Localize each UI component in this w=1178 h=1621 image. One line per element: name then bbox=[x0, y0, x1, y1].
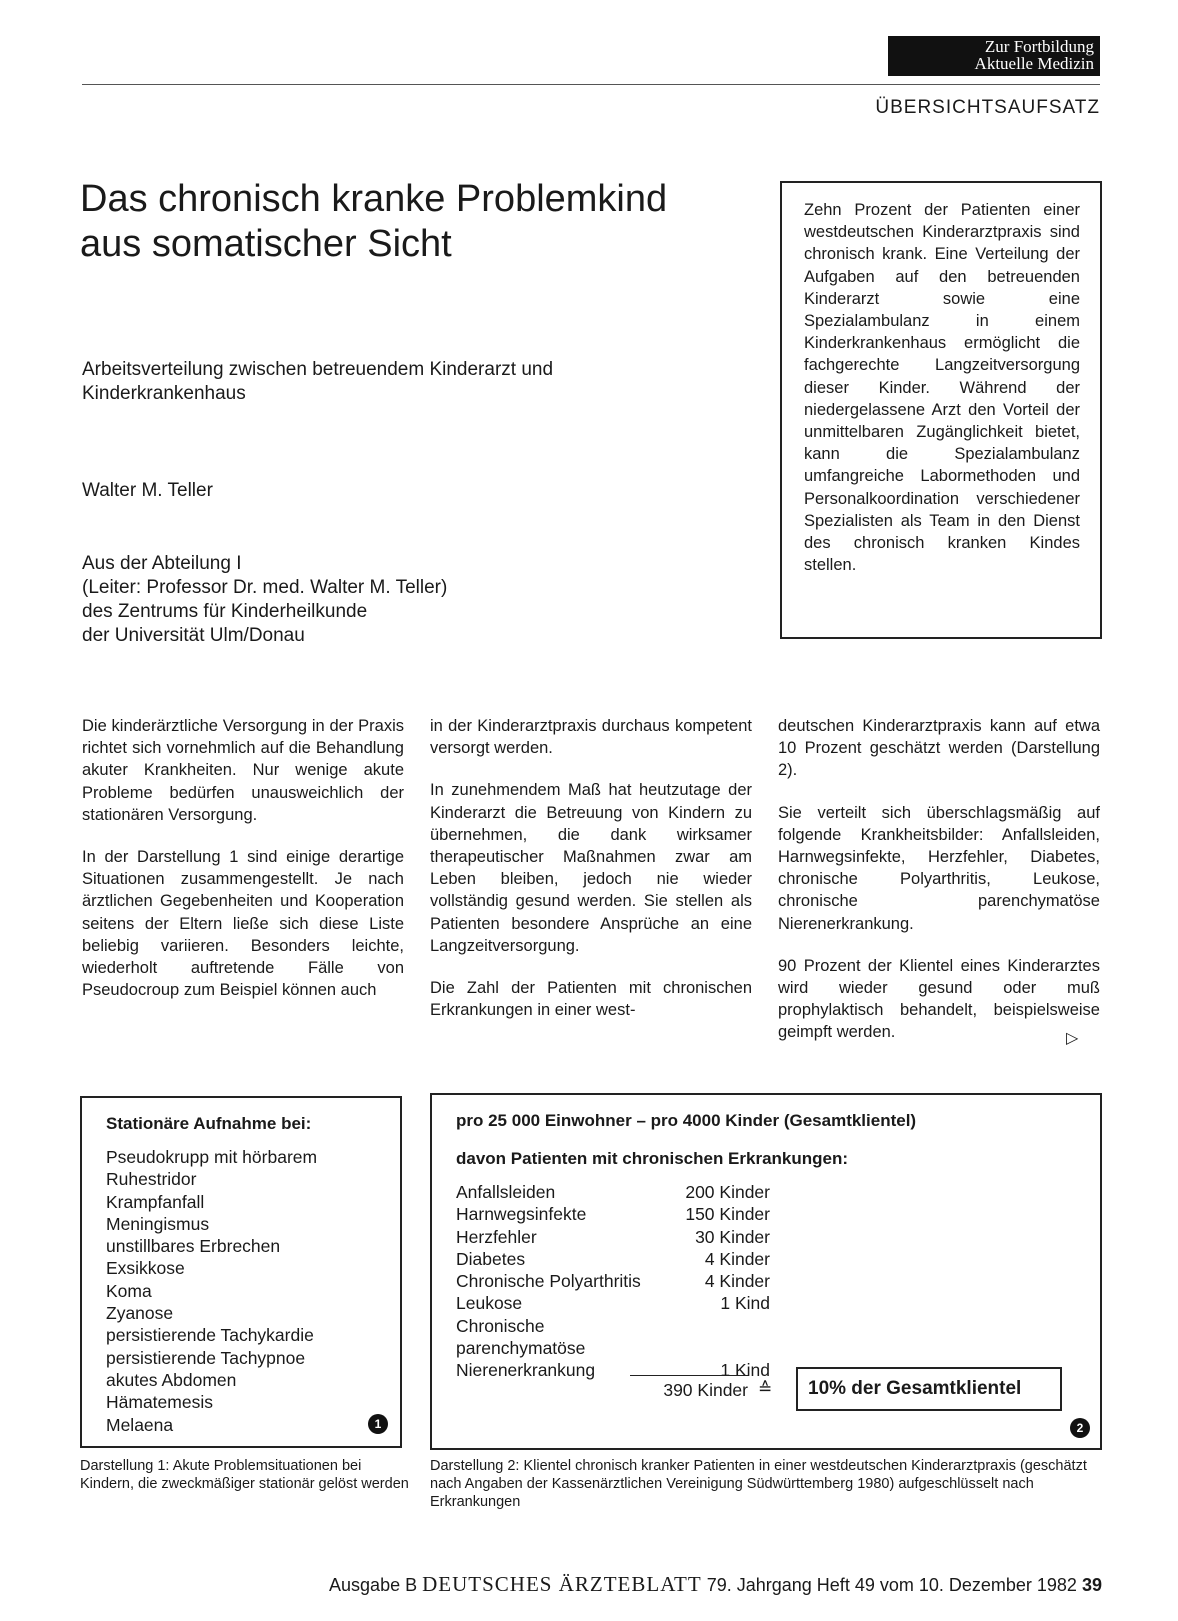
list-item: persistierende Tachykardie bbox=[106, 1325, 314, 1346]
section-badge bbox=[888, 36, 1100, 76]
body-paragraph: Sie verteilt sich überschlagsmäßig auf folgende Krankheitsbilder: Anfallsleiden, Harnwegsinfekte, Herzfehler, Diabetes, chronische Polyarthritis, Leukose, chronische parenchymatöse Nierenerkrankung. bbox=[778, 803, 1100, 933]
list-item: Ruhestridor bbox=[106, 1169, 197, 1190]
article-title: Das chronisch kranke Problemkind aus somatischer Sicht bbox=[80, 178, 668, 265]
corresponds-symbol: ≙ bbox=[758, 1379, 773, 1398]
condition-count: 1 Kind bbox=[720, 1293, 770, 1314]
figure-1-heading: Stationäre Aufnahme bei: bbox=[106, 1114, 312, 1133]
table-row bbox=[456, 1203, 1100, 1225]
list-item: Zyanose bbox=[106, 1303, 174, 1324]
issue-info: 79. Jahrgang Heft 49 vom 10. Dezember 1982 bbox=[706, 1575, 1077, 1595]
journal-name: DEUTSCHES ÄRZTEBLATT bbox=[422, 1572, 702, 1596]
badge-line-2: Aktuelle Medizin bbox=[974, 54, 1094, 73]
body-paragraph: In zunehmendem Maß hat heutzutage der Kinderarzt die Betreuung von Kindern zu übernehmen, die dank wirksamer therapeutischer Maßnahmen zwar am Leben bleiben, jedoch nie wieder vollständig gesund werden. Sie stellen als Patienten besondere Ansprüche an eine Langzeitversorgung. bbox=[430, 781, 752, 955]
body-paragraph: Die kinderärztliche Versorgung in der Praxis richtet sich vornehmlich auf die Behandlung akuter Krankheiten. Nur wenige akute Probleme bedürfen unausweichlich der stationären Versorgung. bbox=[82, 717, 404, 824]
affiliation-line: des Zentrums für Kinderheilkunde bbox=[82, 601, 368, 622]
table-row bbox=[456, 1226, 1100, 1248]
affiliation-line: (Leiter: Professor Dr. med. Walter M. Teller) bbox=[82, 577, 448, 598]
figure-1-box bbox=[80, 1096, 402, 1448]
body-column-2 bbox=[430, 715, 752, 1041]
author-affiliation bbox=[82, 552, 682, 648]
table-row bbox=[456, 1181, 1100, 1203]
page-number: 39 bbox=[1081, 1575, 1102, 1595]
abstract-box bbox=[780, 181, 1102, 639]
figure-1-list bbox=[106, 1146, 400, 1436]
figure-2-number-badge: 2 bbox=[1070, 1418, 1090, 1438]
condition-name: Leukose bbox=[456, 1293, 523, 1314]
condition-name: Diabetes bbox=[456, 1248, 526, 1269]
figure-1-number-badge: 1 bbox=[368, 1414, 388, 1434]
body-column-1 bbox=[82, 715, 404, 1021]
list-item: Meningismus bbox=[106, 1213, 210, 1234]
total-count: 390 Kinder bbox=[630, 1375, 748, 1401]
body-paragraph: In der Darstellung 1 sind einige derartige Situationen zusammengestellt. Je nach ärztlichen Gegebenheiten und Kooperation seitens der Eltern ließe sich diese Liste beliebig variieren. Besonders leichte, wiederholt auftretende Fälle von Pseudocroup zum Beispiel können auch bbox=[82, 848, 404, 1000]
body-paragraph: deutschen Kinderarztpraxis kann auf etwa 10 Prozent geschätzt werden (Darstellung 2). bbox=[778, 717, 1100, 780]
list-item: akutes Abdomen bbox=[106, 1369, 237, 1390]
condition-name: Harnwegsinfekte bbox=[456, 1204, 587, 1225]
condition-name: Chronische Polyarthritis bbox=[456, 1271, 641, 1292]
condition-name: Anfallsleiden bbox=[456, 1182, 556, 1202]
condition-name: Nierenerkrankung bbox=[456, 1360, 596, 1381]
condition-count: 30 Kinder bbox=[695, 1226, 770, 1247]
condition-name: Herzfehler bbox=[456, 1226, 537, 1247]
continue-arrow-icon: ▷ bbox=[1066, 1030, 1079, 1047]
list-item: Melaena bbox=[106, 1414, 174, 1435]
table-row bbox=[456, 1248, 1100, 1270]
condition-count: 1 Kind bbox=[720, 1360, 770, 1381]
body-paragraph: in der Kinderarztpraxis durchaus kompetent versorgt werden. bbox=[430, 717, 752, 758]
abstract-text: Zehn Prozent der Patienten einer westdeutschen Kinderarztpraxis sind chronisch krank. Eine Verteilung der Aufgaben auf den betreuenden Kinderarzt sowie eine Spezialambulanz in einem Kinderkrankenhaus ermöglicht die fachgerechte Langzeitversorgung dieser Kinder. Während der niedergelassene Arzt den Vorteil der unmittelbaren Zugänglichkeit bietet, kann die Spezialambulanz umfangreiche Labormethoden und Personalkoordination verschiedener Spezialisten als Team in den Dienst des chronisch kranken Kindes stellen. bbox=[804, 201, 1080, 575]
list-item: unstillbares Erbrechen bbox=[106, 1236, 281, 1257]
condition-count: 4 Kinder bbox=[704, 1271, 770, 1292]
list-item: Koma bbox=[106, 1280, 152, 1301]
section-label: ÜBERSICHTSAUFSATZ bbox=[875, 97, 1100, 118]
condition-count: 4 Kinder bbox=[704, 1248, 770, 1269]
figure-2-caption: Darstellung 2: Klientel chronisch kranker Patienten in einer westdeutschen Kinderarztpraxis (geschätzt nach Angaben der Kassenärztlichen Vereinigung Südwürttemberg 1980) aufgeschlüsselt nach Erkrankungen bbox=[430, 1458, 1087, 1510]
badge-line-1: Zur Fortbildung bbox=[984, 37, 1094, 56]
share-highlight-box: 10% der Gesamtklientel bbox=[796, 1367, 1062, 1411]
body-paragraph: 90 Prozent der Klientel eines Kinderarztes wird wieder gesund oder muß prophylaktisch behandelt, beispielsweise geimpft werden. bbox=[778, 956, 1100, 1042]
figure-2-heading: pro 25 000 Einwohner – pro 4000 Kinder (Gesamtklientel) bbox=[456, 1111, 917, 1130]
list-item: persistierende Tachypnoe bbox=[106, 1347, 306, 1368]
figure-1-caption: Darstellung 1: Akute Problemsituationen bei Kindern, die zweckmäßiger stationär gelöst werden bbox=[80, 1458, 409, 1492]
body-paragraph: Die Zahl der Patienten mit chronischen Erkrankungen in einer west- bbox=[430, 979, 752, 1020]
condition-name: Chronische bbox=[456, 1315, 545, 1336]
article-subtitle: Arbeitsverteilung zwischen betreuendem Kinderarzt und Kinderkrankenhaus bbox=[82, 359, 554, 404]
header-divider bbox=[82, 84, 1100, 85]
condition-count: 150 Kinder bbox=[685, 1204, 770, 1225]
list-item: Krampfanfall bbox=[106, 1191, 205, 1212]
figure-2-table bbox=[456, 1181, 1100, 1382]
edition-label: Ausgabe B bbox=[329, 1575, 418, 1595]
table-row bbox=[456, 1337, 1100, 1359]
body-column-3 bbox=[778, 715, 1100, 1064]
figure-2-box bbox=[430, 1093, 1102, 1450]
list-item: Exsikkose bbox=[106, 1258, 185, 1279]
table-row bbox=[456, 1315, 1100, 1337]
table-row bbox=[456, 1292, 1100, 1314]
affiliation-line: Aus der Abteilung I bbox=[82, 553, 242, 574]
condition-name: parenchymatöse bbox=[456, 1338, 586, 1359]
condition-count: 200 Kinder bbox=[685, 1182, 770, 1202]
page-footer bbox=[236, 1572, 1102, 1597]
list-item: Pseudokrupp mit hörbarem bbox=[106, 1147, 318, 1167]
table-row bbox=[456, 1270, 1100, 1292]
figure-2-subheading: davon Patienten mit chronischen Erkrankungen: bbox=[456, 1149, 849, 1168]
list-item: Hämatemesis bbox=[106, 1392, 213, 1413]
author-name: Walter M. Teller bbox=[82, 480, 213, 501]
affiliation-line: der Universität Ulm/Donau bbox=[82, 625, 305, 646]
